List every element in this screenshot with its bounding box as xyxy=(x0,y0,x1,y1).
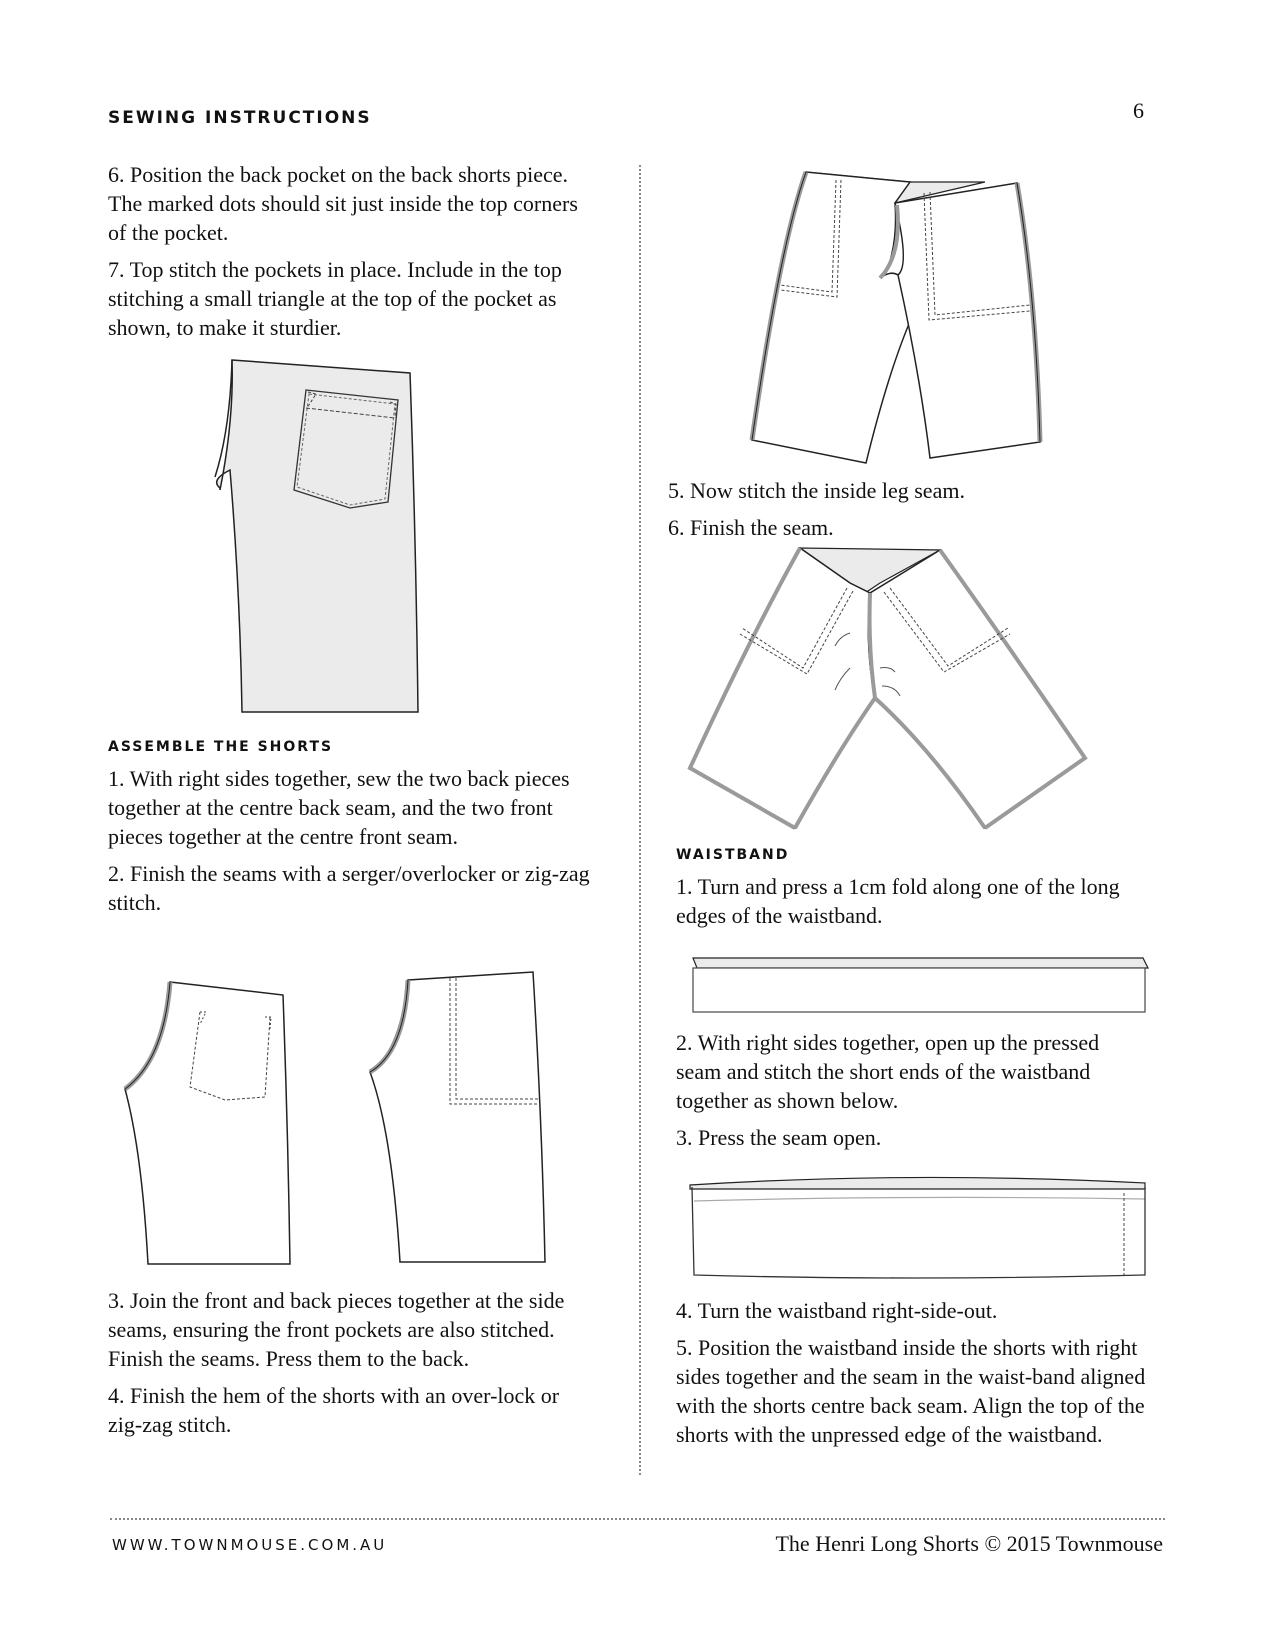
step-text: 6. Finish the seam. xyxy=(668,515,834,540)
pocket-outline xyxy=(294,390,398,508)
step-text: 2. With right sides together, open up the pressed seam and stitch the short ends of the waistband together as shown below. xyxy=(676,1030,1100,1113)
waistband-body xyxy=(692,1187,1145,1278)
assemble-heading: ASSEMBLE THE SHORTS xyxy=(108,739,334,755)
right-leg xyxy=(868,550,1085,828)
page-number: 6 xyxy=(1133,98,1144,123)
waistband-body xyxy=(693,968,1145,1012)
front-piece-finished-diagram xyxy=(370,972,550,1272)
column-divider xyxy=(639,165,641,1475)
shorts-inside-leg-diagram xyxy=(690,548,1110,838)
waistband-steps-c xyxy=(676,1296,1151,1457)
step-text: 1. With right sides together, sew the two back pieces together at the centre back seam, and the two front pieces together at the centre front seam. xyxy=(108,766,570,849)
back-piece-pocket-diagram xyxy=(220,360,440,720)
section-title: SEWING INSTRUCTIONS xyxy=(108,108,372,128)
step-text: 2. Finish the seams with a serger/overlocker or zig-zag stitch. xyxy=(108,861,590,915)
waistband-fold xyxy=(693,958,1148,968)
waistband-folded-diagram xyxy=(693,958,1153,1018)
left-leg xyxy=(752,172,915,463)
step-text: 7. Top stitch the pockets in place. Include in the top stitching a small triangle at the top of the pocket as shown, to make it sturdier. xyxy=(108,257,562,340)
step-text: 6. Position the back pocket on the back shorts piece. The marked dots should sit just inside the top corners of the pocket. xyxy=(108,162,578,245)
right-leg xyxy=(895,183,1040,458)
waistband-heading: WAISTBAND xyxy=(676,847,790,863)
footer-copyright: The Henri Long Shorts © 2015 Townmouse xyxy=(775,1531,1163,1556)
step-text: 4. Finish the hem of the shorts with an over-lock or zig-zag stitch. xyxy=(108,1383,560,1437)
step-text: 1. Turn and press a 1cm fold along one of the long edges of the waistband. xyxy=(676,874,1120,928)
step-text: 3. Press the seam open. xyxy=(676,1125,882,1150)
left-intro-steps xyxy=(108,160,583,350)
waistband-pressed-diagram xyxy=(690,1175,1150,1285)
step-text: 3. Join the front and back pieces together at the side seams, ensuring the front pockets are also stitched. Finish the seams. Press them to the back. xyxy=(108,1288,565,1371)
footer-website-link[interactable]: WWW.TOWNMOUSE.COM.AU xyxy=(112,1536,388,1554)
right-steps-a xyxy=(668,476,1138,550)
assemble-steps-b xyxy=(108,1286,593,1447)
waistband-steps-b xyxy=(676,1028,1146,1160)
back-piece-finished-diagram xyxy=(120,982,300,1272)
waistband-inner-line xyxy=(694,1197,1145,1201)
waistband-top-fold xyxy=(690,1177,1145,1189)
step-text: 5. Position the waistband inside the shorts with right sides together and the seam in the waist-band aligned with the shorts centre back seam. Align the top of the shorts with the unpressed edge of the waistband. xyxy=(676,1335,1146,1447)
footer-divider xyxy=(110,1518,1165,1520)
step-text: 4. Turn the waistband right-side-out. xyxy=(676,1298,998,1323)
step-text: 5. Now stitch the inside leg seam. xyxy=(668,478,965,503)
assemble-steps-a xyxy=(108,764,593,925)
shorts-side-seams-diagram xyxy=(740,165,1070,475)
waistband-steps-a xyxy=(676,872,1146,938)
